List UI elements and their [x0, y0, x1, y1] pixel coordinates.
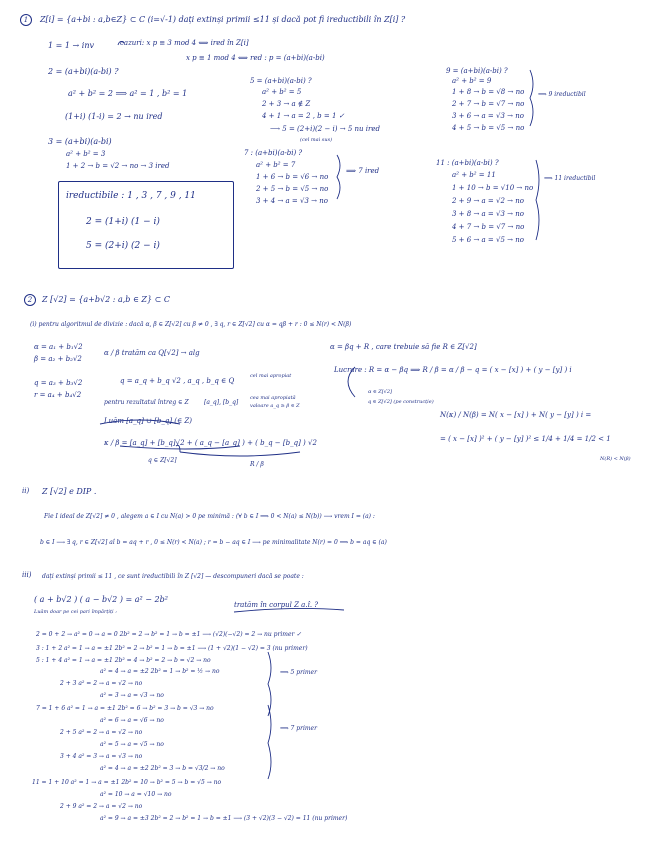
- row-2: 2 = 0 + 2 → a² = 0 → a = 0 2b² = 2 → b² = 1 → b = ±1 ⟶ (√2)(−√2) = 2 → nu primer ✓: [36, 631, 302, 638]
- item-7-row-3: 3 + 4 → a = √3 → no: [256, 197, 328, 205]
- item-9-row-4: 4 + 5 → b = √5 → no: [452, 124, 525, 132]
- item-11-conclusion: ⟹ 11 ireductibil: [544, 175, 596, 182]
- lucrare-note-2: q ∈ Z[√2] (pe construcție): [368, 399, 434, 405]
- item-11-row-5: 5 + 6 → a = √5 → no: [452, 236, 524, 244]
- section-3-number: ii): [22, 487, 30, 495]
- box-factor-2: 2 = (1+i) (1 − i): [86, 217, 160, 227]
- row-7a: 7 = 1 + 6 a² = 1 → a = ±1 2b² = 6 → b² = 3 → b = √3 → no: [36, 705, 214, 712]
- item-5-head: 5 = (a+bi)(a-bi) ?: [250, 77, 312, 85]
- lucrare-note-1: α ∈ Z[√2]: [368, 389, 392, 395]
- item-2-result: (1+i) (1-i) = 2 → nu ired: [65, 112, 163, 121]
- cazuri-line-2: x p ≡ 1 mod 4 ⟺ red : p = (a+bi)(a-bi): [186, 54, 325, 62]
- item-5-row-2: 4 + 1 → a = 2 , b = 1 ✓: [262, 112, 345, 120]
- side-note-2: cea mai apropiată: [250, 395, 296, 401]
- section-2-heading: Z [√2] = {a+b√2 : a,b ∈ Z} ⊂ C: [42, 295, 170, 304]
- alpha-equation: α = βq + R , care trebuie să fie R ∈ Z[√2]: [330, 343, 477, 351]
- brace-11: [536, 160, 539, 240]
- row-11c: 2 + 9 a² = 2 → a = √2 → no: [60, 803, 143, 810]
- row-5c: 2 + 3 a² = 2 → a = √2 → no: [60, 680, 143, 687]
- item-9-conclusion: ⟹ 9 ireductibil: [538, 91, 586, 98]
- lucrare-line: Lucrare : R = α − βq ⟹ R / β = α / β − q = ( x − [x] ) + ( y − [y] ) i: [334, 366, 572, 374]
- item-3-eq: a² + b² = 3: [66, 150, 106, 158]
- kappa-equation: κ / β = [a_q] + [b_q]√2 + ( a_q − [a_q] ) + ( b_q − [b_q] ) √2: [104, 439, 317, 447]
- item-7-row-1: 1 + 6 → b = √6 → no: [256, 173, 329, 181]
- floor-def: Luăm [a_q] ∪ [b_q] (∈ Z): [104, 417, 193, 425]
- side-note-3: valoare a_q ≥ β ∈ Z: [250, 403, 300, 409]
- row-5b: a² = 4 → a = ±2 2b² = 1 → b² = ½ → no: [100, 668, 220, 675]
- q-def: q = a₃ + b₃√2: [34, 379, 83, 387]
- q-coefficients: q = a_q + b_q √2 , a_q , b_q ∈ Q: [120, 377, 235, 385]
- brace-9: [530, 70, 533, 126]
- row-5a: 5 : 1 + 4 a² = 1 → a = ±1 2b² = 4 → b² = 2 → b = √2 → no: [36, 657, 211, 664]
- row-7-conclusion: ⟹ 7 primer: [280, 725, 317, 732]
- item-5-row-3: ⟶ 5 = (2+i)(2 − i) → 5 nu ired: [270, 125, 380, 133]
- item-11-row-4: 4 + 7 → b = √7 → no: [452, 223, 525, 231]
- section-3-heading: Z [√2] e DIP .: [42, 487, 97, 496]
- row-7f: a² = 4 → a = ±2 2b² = 3 → b = √3/2 → no: [100, 765, 225, 772]
- item-2-eq: a² + b² = 2 ⟹ a² = 1 , b² = 1: [68, 89, 188, 98]
- item-9-eq: a² + b² = 9: [452, 77, 492, 85]
- section-4-note: Luăm doar pe cei pari împărțiți :: [34, 609, 117, 615]
- row-3: 3 : 1 + 2 a² = 1 → a = ±1 2b² = 2 → b² = 1 → b = ±1 ⟶ (1 + √2)(1 − √2) = 3 (nu primer): [36, 645, 308, 652]
- beta-def: β = a₂ + b₂√2: [34, 355, 82, 363]
- alpha-def: α = a₁ + b₁√2: [34, 343, 83, 351]
- item-11-row-3: 3 + 8 → a = √3 → no: [452, 210, 524, 218]
- ireductibile-list: ireductibile : 1 , 3 , 7 , 9 , 11: [66, 191, 196, 201]
- item-9-row-3: 3 + 6 → a = √3 → no: [452, 112, 524, 120]
- item-7-row-2: 2 + 5 → b = √5 → no: [256, 185, 329, 193]
- section-4-equation: ( a + b√2 ) ( a − b√2 ) = a² − 2b²: [34, 595, 168, 604]
- row-5-conclusion: ⟹ 5 primer: [280, 669, 317, 676]
- section-1-number: 1: [20, 14, 32, 26]
- item-3-result: 1 + 2 → b = √2 → no → 3 ired: [66, 162, 170, 170]
- underbrace-rb: [180, 452, 300, 456]
- frac-text: α / β tratăm ca Q[√2] → alg: [104, 349, 200, 357]
- norm-equation-2: = ( x − [x] )² + ( y − [y] )² ≤ 1/4 + 1/4 = 1/2 < 1: [440, 435, 611, 443]
- box-factor-5: 5 = (2+i) (2 − i): [86, 241, 160, 251]
- section-4-heading: dați extinși primii ≤ 11 , ce sunt ireductibili în Z [√2] — descompuneri dacă se poate :: [42, 573, 304, 580]
- norm-equation-3: N(R) < N(β): [600, 456, 631, 462]
- item-11-head: 11 : (a+bi)(a-bi) ?: [436, 159, 499, 167]
- norm-equation: N(κ) / N(β) = N( x − [x] ) + N( y − [y] ) i =: [440, 411, 592, 419]
- section-4-number: iii): [22, 571, 32, 579]
- section-3-body-2: b ∈ I ⟶ ∃ q, r ∈ Z[√2] aî b = aq + r , 0 ≤ N(r) < N(a) ; r = b − aq ∈ I ⟶ pe minimalitate N(r) = 0 ⟹ b = aq ∈ (a): [40, 539, 387, 546]
- item-7-conclusion: ⟹ 7 ired: [346, 167, 380, 175]
- section-3-body-1: Fie I ideal de Z[√2] ≠ 0 , alegem a ∈ I cu N(a) > 0 pe minimă : (∀ b ∈ I ⟹ 0 < N(a) ≤ N(b)) ⟶ vrem I = (a) :: [44, 513, 375, 520]
- brace-7b: [268, 705, 271, 779]
- item-2-head: 2 = (a+bi)(a-bi) ?: [48, 67, 119, 76]
- section-1-heading: Z[i] = {a+bi : a,b∈Z} ⊂ C (i=√-1) dați extinși primii ≤11 și dacă pot fi ireductibili în Z[i] ?: [40, 15, 406, 24]
- row-7e: 3 + 4 a² = 3 → a = √3 → no: [60, 753, 143, 760]
- kappa-under-q: q ∈ Z[√2]: [148, 457, 177, 464]
- item-9-row-2: 2 + 7 → b = √7 → no: [452, 100, 525, 108]
- item-11-eq: a² + b² = 11: [452, 171, 496, 179]
- row-11d: a² = 9 → a = ±3 2b² = 2 → b² = 1 → b = ±1 ⟶ (3 + √2)(3 − √2) = 11 (nu primer): [100, 815, 348, 822]
- item-5-note: (cel mai sus): [300, 137, 333, 143]
- item-7-eq: a² + b² = 7: [256, 161, 296, 169]
- side-note-1: cel mai apropiat: [250, 373, 292, 379]
- item-3-head: 3 = (a+bi)(a-bi): [48, 137, 112, 146]
- row-11a: 11 = 1 + 10 a² = 1 → a = ±1 2b² = 10 → b² = 5 → b = √5 → no: [32, 779, 222, 786]
- round-note: pentru rezultatul întreg ∈ Z: [104, 399, 189, 406]
- item-9-head: 9 = (a+bi)(a-bi) ?: [446, 67, 508, 75]
- brace-7: [337, 155, 340, 199]
- row-7d: a² = 5 → a = √5 → no: [100, 741, 164, 748]
- row-7b: a² = 6 → a = √6 → no: [100, 717, 164, 724]
- section-4-note-2: tratăm în corpul Z a.î. ?: [234, 601, 319, 609]
- row-7c: 2 + 5 a² = 2 → a = √2 → no: [60, 729, 143, 736]
- row-11b: a² = 10 → a = √10 → no: [100, 791, 172, 798]
- item-9-row-1: 1 + 8 → b = √8 → no: [452, 88, 525, 96]
- row-5d: a² = 3 → a = √3 → no: [100, 692, 164, 699]
- item-1: 1 = 1 → inv: [48, 41, 94, 50]
- round-brackets: [a_q], [b_q]: [204, 399, 239, 406]
- item-11-row-1: 1 + 10 → b = √10 → no: [452, 184, 534, 192]
- section-2-number: 2: [24, 294, 36, 306]
- item-11-row-2: 2 + 9 → a = √2 → no: [452, 197, 524, 205]
- item-7-head: 7 : (a+bi)(a-bi) ?: [244, 149, 303, 157]
- kappa-under-rb: R / β: [250, 461, 264, 468]
- cazuri-line-1: cazuri: x p ≡ 3 mod 4 ⟺ ired în Z[i]: [120, 39, 249, 47]
- item-5-eq: a² + b² = 5: [262, 88, 302, 96]
- item-5-row-1: 2 + 3 → a ∉ Z: [262, 100, 311, 108]
- section-2-sub-i: (i) pentru algoritmul de divizie : dacă α, β ∈ Z[√2] cu β ≠ 0 , ∃ q, r ∈ Z[√2] cu α = qβ + r : 0 ≤ N(r) < N(β): [30, 321, 352, 328]
- r-def: r = a₄ + b₄√2: [34, 391, 82, 399]
